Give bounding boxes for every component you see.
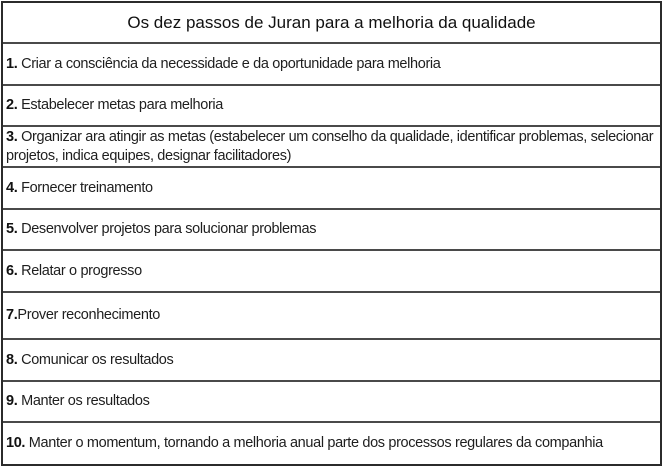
- step-number: 6.: [6, 262, 18, 279]
- step-cell: [6, 128, 657, 166]
- step-number: 9.: [6, 393, 18, 409]
- step-cell: [6, 55, 441, 74]
- table-row: [3, 251, 660, 293]
- step-text: Criar a consciência da necessidade e da oportunidade para melhoria: [17, 55, 441, 72]
- step-number: 4.: [6, 179, 18, 196]
- step-number: 8.: [6, 351, 18, 368]
- step-cell: [6, 220, 316, 239]
- step-number: 2.: [6, 97, 18, 113]
- step-number: 10.: [6, 435, 26, 451]
- step-number: 7.: [6, 307, 18, 323]
- step-text: Manter os resultados: [17, 393, 150, 409]
- step-text: Manter o momentum, tornando a melhoria anual parte dos processos regulares da companhia: [25, 435, 603, 451]
- table-title-row: [3, 3, 660, 44]
- table-row: [3, 423, 660, 464]
- juran-steps-table: [1, 1, 662, 466]
- table-title: Os dez passos de Juran para a melhoria da qualidade: [127, 13, 536, 32]
- step-cell: [6, 306, 160, 325]
- table-row: [3, 293, 660, 340]
- table-row: [3, 382, 660, 423]
- step-text: Desenvolver projetos para solucionar problemas: [17, 221, 317, 237]
- step-text: Estabelecer metas para melhoria: [17, 97, 224, 113]
- step-text: Comunicar os resultados: [17, 351, 174, 368]
- step-text: Prover reconhecimento: [17, 307, 160, 323]
- step-cell: [6, 179, 153, 198]
- table-row: [3, 168, 660, 210]
- step-cell: [6, 392, 150, 411]
- step-cell: [6, 96, 223, 115]
- table-row: [3, 44, 660, 86]
- step-cell: [6, 262, 142, 281]
- step-text: Organizar ara atingir as metas (estabelecer um conselho da qualidade, identificar problemas, selecionar projetos, indica equipes, designar facilitadores): [6, 128, 654, 164]
- step-text: Relatar o progresso: [17, 262, 142, 279]
- step-text: Fornecer treinamento: [17, 179, 153, 196]
- table-row: [3, 86, 660, 127]
- step-cell: [6, 434, 603, 453]
- step-number: 3.: [6, 128, 18, 145]
- table-row: [3, 127, 660, 168]
- step-number: 5.: [6, 221, 18, 237]
- table-row: [3, 210, 660, 251]
- step-cell: [6, 351, 173, 370]
- table-row: [3, 340, 660, 382]
- step-number: 1.: [6, 55, 18, 72]
